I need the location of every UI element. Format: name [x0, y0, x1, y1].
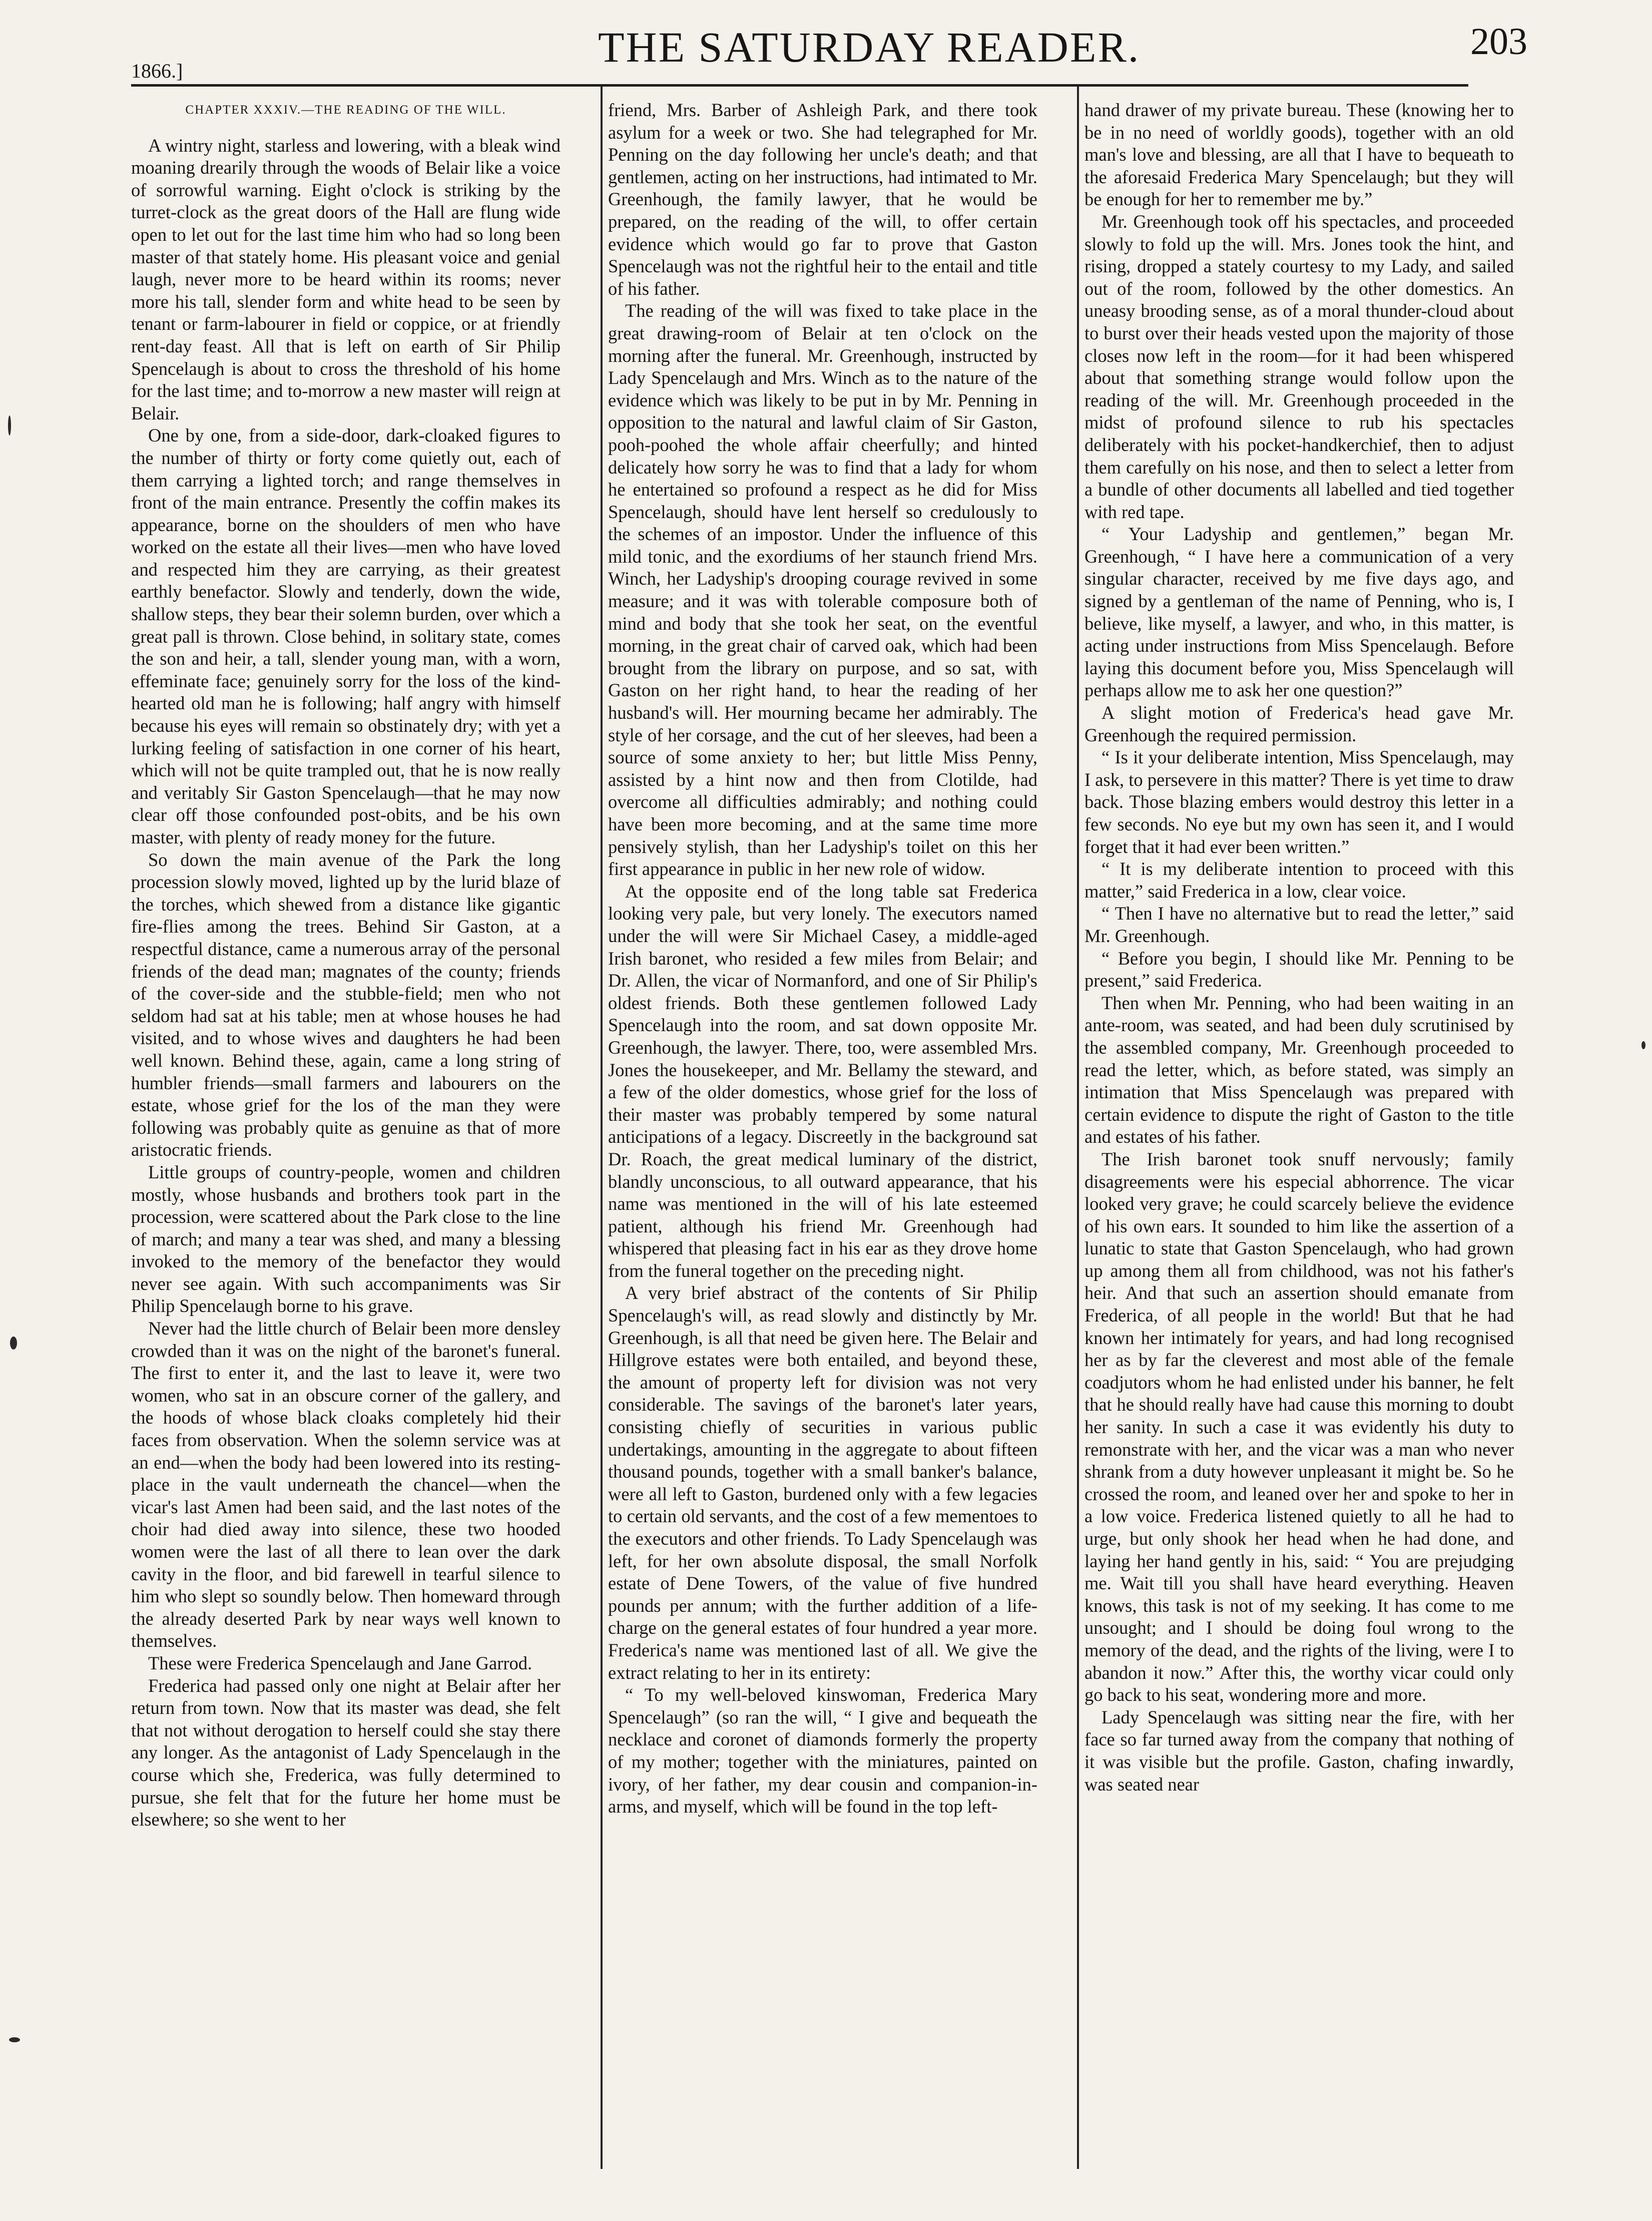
paragraph: Lady Spencelaugh was sitting near the fire, with her face so far turned away from the company that nothing of it was visible but the profile. Gaston, chafing inwardly, was seated near [1084, 1706, 1514, 1795]
publication-title: THE SATURDAY READER. [598, 23, 1141, 71]
column-divider [1077, 87, 1079, 2169]
header-rule [131, 84, 1468, 87]
paragraph: A wintry night, starless and lowering, with a bleak wind moaning drearily through the woods of Belair like a voice of sorrowful warning. Eight o'clock is striking by the turret-clock as the great doors of the Hall are flung wide open to let out for the last time him who had so long been master of that stately home. His pleasant voice and genial laugh, never more to be heard within its rooms; never more his tall, slender form and white head to be seen by tenant or farm-labourer in field or coppice, or at friendly rent-day feast. All that is left on earth of Sir Philip Spencelaugh is about to cross the threshold of his home for the last time; and to-morrow a new master will reign at Belair. [131, 135, 561, 423]
chapter-heading: CHAPTER XXXIV.—THE READING OF THE WILL. [185, 103, 506, 117]
paragraph: The Irish baronet took snuff nervously; family disagreements were his especial abhorrence. The vicar looked very grave; he could scarcely believe the evidence of his own ears. It sounded to him like the assertion of a lunatic to state that Gaston Spencelaugh, who had grown up among them all from childhood, was not his father's heir. And that such an assertion should emanate from Frederica, of all people in the world! But that he had known her intimately for years, and had long recognised her as by far the cleverest and most able of the female coadjutors whom he had enlisted under his banner, he felt that he should really have had cause this morning to doubt her sanity. In such a case it was evidently his duty to remonstrate with her, and the vicar was a man who never shrank from a duty however unpleasant it might be. So he crossed the room, and leaned over her and spoke to her in a low voice. Frederica listened quietly to all he had to urge, but only shook her head when he had done, and laying her hand gently in his, said: “ You are prejudging me. Wait till you shall have heard everything. Heaven knows, this task is not of my seeking. It has come to me unsought; and I should be doing foul wrong to the memory of the dead, and the rights of the living, were I to abandon it now.” After this, the worthy vicar could only go back to his seat, wondering more and more. [1084, 1148, 1514, 1705]
paragraph: Little groups of country-people, women and children mostly, whose husbands and brothers took part in the procession, were scattered about the Park close to the line of march; and many a tear was shed, and many a blessing invoked to the memory of the benefactor they would never see again. With such accompaniments was Sir Philip Spencelaugh borne to his grave. [131, 1161, 561, 1316]
paragraph: Frederica had passed only one night at Belair after her return from town. Now that its master was dead, she felt that not without derogation to herself could she stay there any longer. As the antagonist of Lady Spencelaugh in the course which she, Frederica, was fully determined to pursue, she felt that for the future her home must be elsewhere; so she went to her [131, 1675, 561, 1830]
paragraph: hand drawer of my private bureau. These (knowing her to be in no need of worldly goods), together with an old man's love and blessing, are all that I have to bequeath to the aforesaid Frederica Mary Spencelaugh; but they will be enough for her to remember me by.” [1084, 100, 1514, 210]
paragraph: “ Is it your deliberate intention, Miss Spencelaugh, may I ask, to persevere in this matter? There is yet time to draw back. Those blazing embers would destroy this letter in a few seconds. No eye but my own has seen it, and I would forget that it had ever been written.” [1084, 747, 1514, 857]
paragraph: “ It is my deliberate intention to proceed with this matter,” said Frederica in a low, clear voice. [1084, 858, 1514, 902]
paragraph: These were Frederica Spencelaugh and Jane Garrod. [148, 1652, 532, 1673]
paragraph: friend, Mrs. Barber of Ashleigh Park, and there took asylum for a week or two. She had telegraphed for Mr. Penning on the day following her uncle's death; and that gentlemen, acting on her instructions, had intimated to Mr. Greenhough, the family lawyer, that he would be prepared, on the reading of the will, to offer certain evidence which would go far to prove that Gaston Spencelaugh was not the rightful heir to the entail and title of his father. [608, 100, 1037, 299]
paragraph: A very brief abstract of the contents of Sir Philip Spencelaugh's will, as read slowly and distinctly by Mr. Greenhough, is all that need be given here. The Belair and Hillgrove estates were both entailed, and beyond these, the amount of property left for division was not very considerable. The savings of the baronet's later years, consisting chiefly of securities in various public undertakings, amounting in the aggregate to about fifteen thousand pounds, together with a small banker's balance, were all left to Gaston, burdened only with a few legacies to certain old servants, and the cost of a few mementoes to the executors and other friends. To Lady Spencelaugh was left, for her own absolute disposal, the small Norfolk estate of Dene Towers, of the value of five hundred pounds per annum; with the further addition of a life-charge on the general estates of four hundred a year more. Frederica's name was mentioned last of all. We give the extract relating to her in its entirety: [608, 1282, 1037, 1683]
scan-speck [9, 2037, 20, 2042]
paragraph: The reading of the will was fixed to take place in the great drawing-room of Belair at ten o'clock on the morning after the funeral. Mr. Greenhough, instructed by Lady Spencelaugh and Mrs. Winch as to the nature of the evidence which was likely to be put in by Mr. Penning in opposition to the natural and lawful claim of Sir Gaston, pooh-poohed the whole affair cheerfully; and hinted delicately how sorry he was to find that a lady for whom he entertained so profound a respect as he did for Miss Spencelaugh, should have lent herself so credulously to the schemes of an impostor. Under the influence of this mild tonic, and the exordiums of her staunch friend Mrs. Winch, her Ladyship's drooping courage revived in some measure; and it was with tolerable composure both of mind and body that she took her seat, on the eventful morning, in the great chair of carved oak, which had been brought from the library on purpose, and so sat, with Gaston on her right hand, to hear the reading of her husband's will. Her mourning became her admirably. The style of her corsage, and the cut of her sleeves, had been a source of some anxiety to her; but little Miss Penny, assisted by a hint now and then from Clotilde, had overcome all difficulties admirably; and nothing could have been more becoming, and at the same time more pensively stylish, than her Ladyship's toilet on this her first appearance in public in her new role of widow. [608, 300, 1037, 879]
paragraph: “ To my well-beloved kinswoman, Frederica Mary Spencelaugh” (so ran the will, “ I give and bequeath the necklace and coronet of diamonds formerly the property of my mother; together with the miniatures, painted on ivory, of her father, my dear cousin and companion-in-arms, and myself, which will be found in the top left- [608, 1684, 1037, 1817]
paragraph: At the opposite end of the long table sat Frederica looking very pale, but very lonely. The executors named under the will were Sir Michael Casey, a middle-aged Irish baronet, who resided a few miles from Belair; and Dr. Allen, the vicar of Normanford, and one of Sir Philip's oldest friends. Both these gentlemen followed Lady Spencelaugh into the room, and sat down opposite Mr. Greenhough, the lawyer. There, too, were assembled Mrs. Jones the housekeeper, and Mr. Bellamy the steward, and a few of the older domestics, whose grief for the loss of their master was probably tempered by some natural anticipations of a legacy. Discreetly in the background sat Dr. Roach, the great medical luminary of the district, blandly unconscious, to all outward appearance, that his name was mentioned in the will of his late esteemed patient, although his friend Mr. Greenhough had whispered that pleasing fact in his ear as they drove home from the funeral together on the preceding night. [608, 880, 1037, 1281]
paragraph: “ Your Ladyship and gentlemen,” began Mr. Greenhough, “ I have here a communication of a very singular character, received by me five days ago, and signed by a gentleman of the name of Penning, who is, I believe, like myself, a lawyer, and who, in this matter, is acting under instructions from Miss Spencelaugh. Before laying this document before you, Miss Spencelaugh will perhaps allow me to ask her one question?” [1084, 524, 1514, 701]
column-divider [601, 87, 603, 2169]
text-column-2 [608, 99, 1037, 2176]
paragraph: Never had the little church of Belair been more densley crowded than it was on the night of the baronet's funeral. The first to enter it, and the last to leave it, were two women, who sat in an obscure corner of the gallery, and the hoods of whose black cloaks completely hid their faces from observation. When the solemn service was at an end—when the body had been lowered into its resting-place in the vault underneath the chancel—when the vicar's last Amen had been said, and the last notes of the choir had died away into silence, these two hooded women were the last of all there to lean over the dark cavity in the floor, and bid farewell in tearful silence to him who slept so soundly below. Then homeward through the already deserted Park by near ways well known to themselves. [131, 1318, 561, 1651]
text-column-3 [1084, 99, 1514, 2176]
scan-speck [1641, 1041, 1645, 1049]
paragraph: Then when Mr. Penning, who had been waiting in an ante-room, was seated, and had been duly scrutinised by the assembled company, Mr. Greenhough proceeded to read the letter, which, as before stated, was simply an intimation that Miss Spencelaugh was prepared with certain evidence to dispute the right of Gaston to the title and estates of his father. [1084, 992, 1514, 1147]
paragraph: “ Then I have no alternative but to read the letter,” said Mr. Greenhough. [1084, 903, 1514, 946]
page-header [0, 0, 1652, 115]
paragraph: Mr. Greenhough took off his spectacles, and proceeded slowly to fold up the will. Mrs. Jones took the hint, and rising, dropped a stately courtesy to my Lady, and sailed out of the room, followed by the other domestics. An uneasy brooding sense, as of a moral thunder-cloud about to burst over their heads vested upon the majority of those closes now left in the room—for it had been whispered about that something strange would follow upon the reading of the will. Mr. Greenhough proceeded in the midst of profound silence to rub his spectacles deliberately with his pocket-handkerchief, then to adjust them carefully on his nose, and then to select a letter from a bundle of other documents all labelled and tied together with red tape. [1084, 211, 1514, 522]
text-column-1 [131, 99, 561, 2176]
paragraph: One by one, from a side-door, dark-cloaked figures to the number of thirty or forty come quietly out, each of them carrying a lighted torch; and range themselves in front of the main entrance. Presently the coffin makes its appearance, borne on the shoulders of men who have worked on the estate all their lives—men who have loved and respected him they are carrying, as their greatest earthly benefactor. Slowly and tenderly, down the wide, shallow steps, they bear their solemn burden, over which a great pall is thrown. Close behind, in solitary state, comes the son and heir, a tall, slender young man, with a worn, effeminate face; genuinely sorry for the loss of the kind-hearted old man he is following; half angry with himself because his eyes will remain so obstinately dry; with yet a lurking feeling of satisfaction in one corner of his heart, which will not be quite trampled out, that he is now really and veritably Sir Gaston Spencelaugh—that he may now clear off those confounded post-obits, and be his own master, with plenty of ready money for the future. [131, 425, 561, 847]
scan-speck [10, 1337, 17, 1350]
page-number: 203 [1470, 21, 1527, 63]
paragraph: A slight motion of Frederica's head gave Mr. Greenhough the required permission. [1084, 702, 1514, 745]
paragraph: “ Before you begin, I should like Mr. Penning to be present,” said Frederica. [1084, 948, 1514, 991]
paragraph: So down the main avenue of the Park the long procession slowly moved, lighted up by the lurid blaze of the torches, which shewed from a distance like gigantic fire-flies among the trees. Behind Sir Gaston, at a respectful distance, came a numerous array of the personal friends of the dead man; magnates of the county; friends of the cover-side and the stubble-field; men who not seldom had sat at his table; men at whose houses he had visited, and to whose wives and daughters he had been well known. Behind these, again, came a long string of humbler friends—small farmers and labourers on the estate, whose grief for the los of the man they were following was probably quite as genuine as that of more aristocratic friends. [131, 849, 561, 1160]
year-label: 1866.] [131, 60, 183, 82]
scan-speck [8, 415, 11, 435]
